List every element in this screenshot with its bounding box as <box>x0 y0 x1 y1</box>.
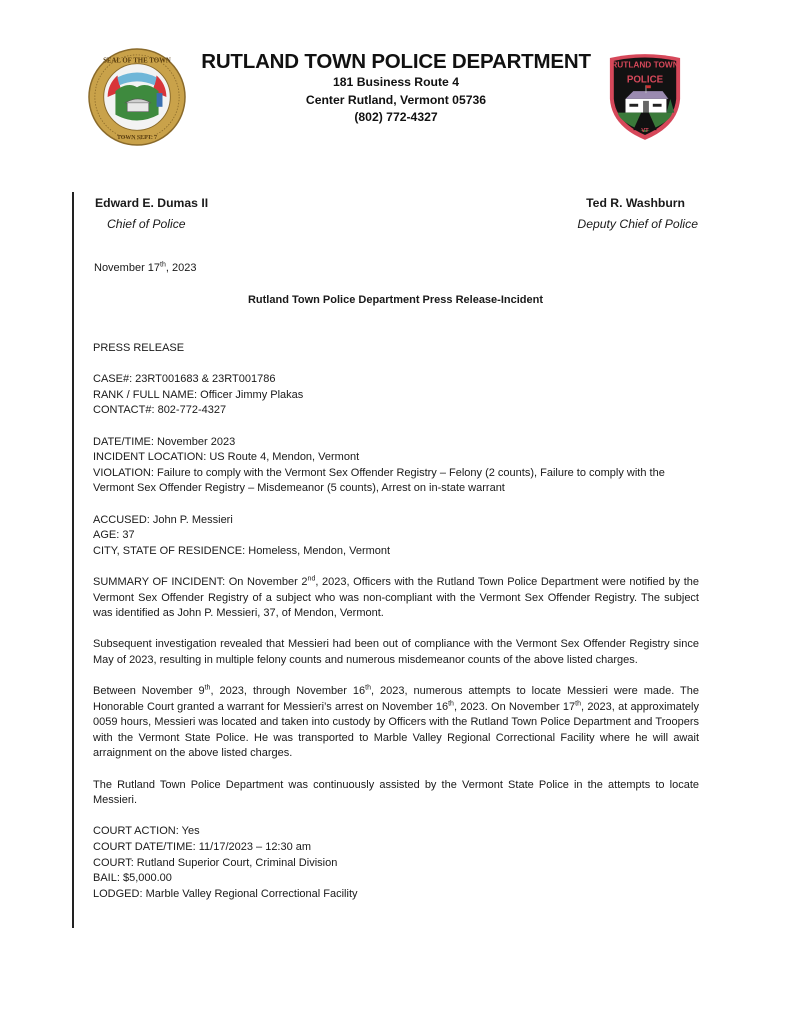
svg-text:VT: VT <box>641 128 649 135</box>
address-line-2: Center Rutland, Vermont 05736 <box>305 92 487 107</box>
town-seal-logo <box>88 48 186 146</box>
text-run: , 2023. On November 17 <box>453 700 576 713</box>
address-line-1: 181 Business Route 4 <box>333 75 459 89</box>
incident-location: INCIDENT LOCATION: US Route 4, Mendon, Vermont <box>93 451 360 464</box>
svg-text:POLICE: POLICE <box>626 74 664 86</box>
text-run: , 2023, numerous attempts to locate Messieri were made. The Honorable Court granted a warrant for Messieri’s arrest on November 16 <box>93 685 699 713</box>
accused-name: ACCUSED: John P. Messieri <box>93 513 233 526</box>
chief-title: Chief of Police <box>107 217 186 231</box>
text-run: SUMMARY OF INCIDENT: On November 2 <box>93 575 308 588</box>
contact-number: CONTACT#: 802-772-4327 <box>93 404 227 417</box>
lodged-facility: LODGED: Marble Valley Regional Correctional Facility <box>93 887 358 900</box>
chief-block <box>95 193 208 235</box>
court-info-block <box>93 824 699 902</box>
department-name: RUTLAND TOWN POLICE DEPARTMENT <box>201 50 591 73</box>
incident-datetime: DATE/TIME: November 2023 <box>93 435 236 448</box>
summary-paragraph-2: Subsequent investigation revealed that Messieri had been out of compliance with the Vermont Sex Offender Registry since May of 2023, resulting in multiple felony counts and numerous misdemeanor counts of the above listed charges. <box>93 638 699 666</box>
chief-name: Edward E. Dumas II <box>95 196 209 210</box>
date-suffix: th <box>160 261 166 269</box>
incident-info-block <box>93 435 699 497</box>
release-title: Rutland Town Police Department Press Release-Incident <box>247 294 544 306</box>
press-release-heading: PRESS RELEASE <box>93 342 185 354</box>
case-number: CASE#: 23RT001683 & 23RT001786 <box>93 373 276 386</box>
accused-residence: CITY, STATE OF RESIDENCE: Homeless, Mendon, Vermont <box>93 544 391 557</box>
ordinal-suffix: nd <box>307 575 316 583</box>
rank-name: RANK / FULL NAME: Officer Jimmy Plakas <box>93 388 304 401</box>
svg-text:TOWN SEPT. 7: TOWN SEPT. 7 <box>116 135 158 142</box>
text-run: , 2023, through November 16 <box>210 685 366 698</box>
police-patch-logo <box>606 50 684 142</box>
accused-info-block <box>93 513 699 560</box>
release-date <box>94 262 196 274</box>
date-month: November 17 <box>94 262 161 274</box>
deputy-block <box>577 193 698 235</box>
violation: VIOLATION: Failure to comply with the Vermont Sex Offender Registry – Felony (2 counts), Failure to comply with the Vermont Sex Offender Registry – Misdemeanor (5 counts), Arrest on in-state warrant <box>93 466 665 495</box>
bail-amount: BAIL: $5,000.00 <box>93 872 172 885</box>
case-info-block <box>93 372 699 419</box>
deputy-title: Deputy Chief of Police <box>577 217 698 231</box>
ordinal-suffix: th <box>204 684 211 692</box>
text-run: , 2023, at approximately 0059 hours, Messieri was located and taken into custody by Officers with the Rutland Town Police Department and Troopers with the Vermont State Police. He was transported to Marble Valley Regional Correctional Facility where he will await arraignment on the above listed charges. <box>93 700 699 760</box>
court-name: COURT: Rutland Superior Court, Criminal Division <box>93 856 338 869</box>
letterhead <box>190 50 602 127</box>
accused-age: AGE: 37 <box>93 529 135 542</box>
date-year: , 2023 <box>165 262 197 274</box>
text-run: Between November 9 <box>93 685 205 698</box>
summary-paragraph-1 <box>93 575 699 622</box>
svg-text:RUTLAND TOWN: RUTLAND TOWN <box>611 60 679 70</box>
court-datetime: COURT DATE/TIME: 11/17/2023 – 12:30 am <box>93 841 312 853</box>
summary-paragraph-3 <box>93 684 699 762</box>
ordinal-suffix: th <box>575 700 582 707</box>
summary-paragraph-4: The Rutland Town Police Department was continuously assisted by the Vermont State Police in the attempts to locate Messieri. <box>93 778 699 807</box>
release-body <box>93 341 699 918</box>
department-phone: (802) 772-4327 <box>354 110 438 124</box>
ordinal-suffix: th <box>365 684 371 692</box>
deputy-name: Ted R. Washburn <box>586 196 685 210</box>
court-action: COURT ACTION: Yes <box>93 825 200 838</box>
svg-text:SEAL OF THE TOWN: SEAL OF THE TOWN <box>103 57 171 65</box>
text-run: , 2023, Officers with the Rutland Town Police Department were notified by the Vermont Sex Offender Registry of a subject who was non-compliant with the Vermont Sex Offender Registry. The subject was identified as John P. Messieri, 37, of Mendon, Vermont. <box>93 575 700 620</box>
ordinal-suffix: th <box>448 700 454 707</box>
